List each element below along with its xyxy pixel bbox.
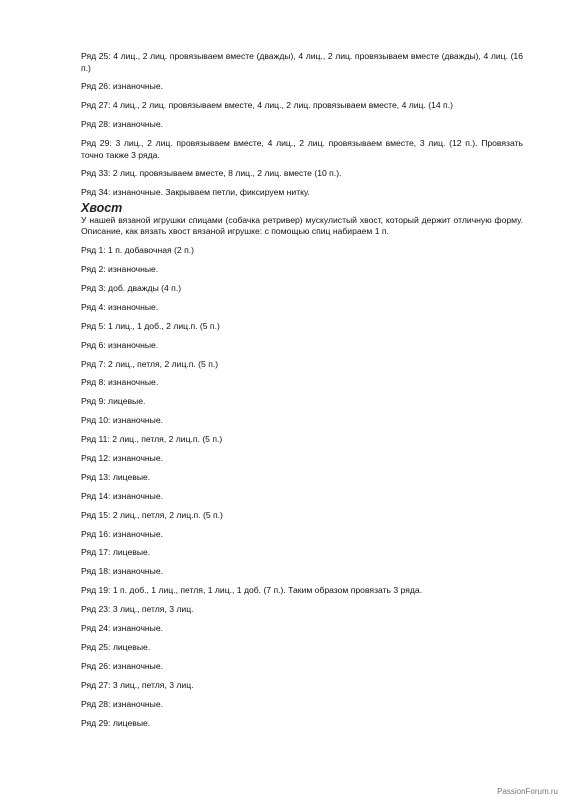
row-line: Ряд 23: 3 лиц., петля, 3 лиц. xyxy=(81,604,194,615)
row-line: Ряд 7: 2 лиц., петля, 2 лиц.п. (5 п.) xyxy=(81,358,219,369)
row-line: Ряд 26: изнаночные. xyxy=(81,81,164,92)
row-line: Ряд 16: изнаночные. xyxy=(81,528,164,539)
row-line: Ряд 17: лицевые. xyxy=(81,547,151,558)
row-line: Ряд 33: 2 лиц. провязываем вместе, 8 лиц., 2 лиц. вместе (10 п.). xyxy=(81,168,342,179)
row-line: Ряд 4: изнаночные. xyxy=(81,301,159,312)
row-line: Ряд 5: 1 лиц., 1 доб., 2 лиц.п. (5 п.) xyxy=(81,320,220,331)
row-line: Ряд 29: 3 лиц., 2 лиц. провязываем вместе, 4 лиц., 2 лиц. провязываем вместе, 3 лиц. (12 п.). Провязать точно также 3 ряда. xyxy=(81,138,523,160)
rows-list-tail xyxy=(81,245,523,729)
row-line: Ряд 15: 2 лиц., петля, 2 лиц.п. (5 п.) xyxy=(81,509,223,520)
row-line: Ряд 34: изнаночные. Закрываем петли, фиксируем нитку. xyxy=(81,187,310,198)
row-line: Ряд 2: изнаночные. xyxy=(81,264,159,275)
section-title: Хвост xyxy=(81,200,123,215)
row-line: Ряд 13: лицевые. xyxy=(81,471,151,482)
row-line: Ряд 25: 4 лиц., 2 лиц. провязываем вместе (дважды), 4 лиц., 2 лиц. провязываем вместе (дважды), 4 лиц. (16 п.) xyxy=(81,51,523,73)
section-intro: У нашей вязаной игрушки спицами (собачка ретривер) мускулистый хвост, который держит отличную форму. Описание, как вязать хвост вязаной игрушке: с помощью спиц набираем 1 п. xyxy=(81,214,523,237)
row-line: Ряд 28: изнаночные. xyxy=(81,698,164,709)
row-line: Ряд 27: 3 лиц., петля, 3 лиц. xyxy=(81,679,194,690)
row-line: Ряд 27: 4 лиц., 2 лиц. провязываем вместе, 4 лиц., 2 лиц. провязываем вместе, 4 лиц. (14 п.) xyxy=(81,100,453,111)
row-line: Ряд 12: изнаночные. xyxy=(81,453,164,464)
row-line: Ряд 8: изнаночные. xyxy=(81,377,159,388)
rows-list-top xyxy=(81,51,523,199)
row-line: Ряд 10: изнаночные. xyxy=(81,415,164,426)
row-line: Ряд 24: изнаночные. xyxy=(81,623,164,634)
row-line: Ряд 29: лицевые. xyxy=(81,717,151,728)
row-line: Ряд 11: 2 лиц., петля, 2 лиц.п. (5 п.) xyxy=(81,434,223,445)
row-line: Ряд 9: лицевые. xyxy=(81,396,146,407)
row-line: Ряд 18: изнаночные. xyxy=(81,566,164,577)
row-line: Ряд 6: изнаночные. xyxy=(81,339,159,350)
row-line: Ряд 25: лицевые. xyxy=(81,641,151,652)
row-line: Ряд 14: изнаночные. xyxy=(81,490,164,501)
document-body xyxy=(81,51,523,736)
row-line: Ряд 26: изнаночные. xyxy=(81,660,164,671)
row-line: Ряд 1: 1 п. добавочная (2 п.) xyxy=(81,245,194,256)
row-line: Ряд 19: 1 п. доб., 1 лиц., петля, 1 лиц., 1 доб. (7 п.). Таким образом провязать 3 ряда. xyxy=(81,585,423,596)
watermark-text: PassionForum.ru xyxy=(497,787,558,796)
row-line: Ряд 3: доб. дважды (4 п.) xyxy=(81,283,182,294)
row-line: Ряд 28: изнаночные. xyxy=(81,119,164,130)
